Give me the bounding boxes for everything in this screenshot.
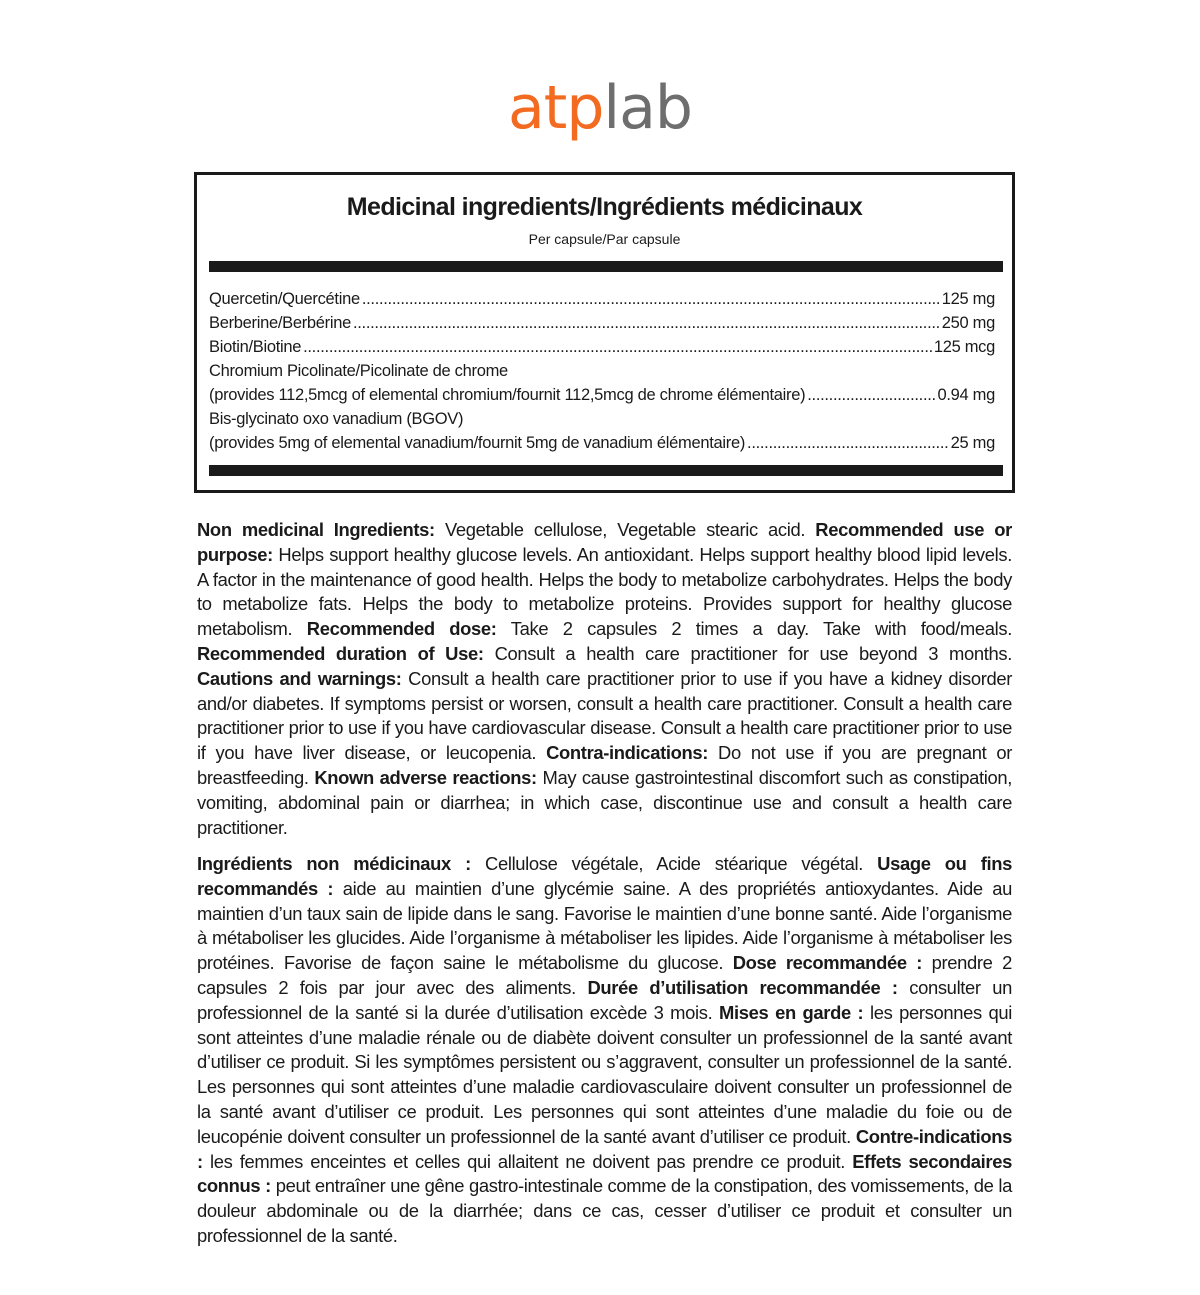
- heading-recommended-use-fr: Usage ou fins recommandés :: [197, 853, 1012, 899]
- french-label-text: [197, 852, 1012, 1249]
- ingredient-amount: 0.94 mg: [937, 386, 995, 404]
- ingredient-name: Quercetin/Quercétine: [209, 290, 360, 308]
- ingredient-name: Bis-glycinato oxo vanadium (BGOV): [209, 410, 464, 428]
- atplab-logo: [0, 68, 1200, 148]
- heading-non-medicinal-fr: Ingrédients non médicinaux :: [197, 853, 471, 874]
- dot-leader: [807, 383, 935, 407]
- logo-lab-text: lab: [603, 73, 692, 143]
- panel-top-rule: [209, 261, 1003, 272]
- dot-leader: [303, 335, 932, 359]
- ingredient-row: [209, 431, 995, 455]
- text-cautions-fr: les personnes qui sont atteintes d’une maladie rénale ou de diabète doivent consulter un professionnel de la santé avant d’utiliser ce produit. Si les symptômes persistent ou s’aggravent, consulter un professionnel de la santé. Les personnes qui sont atteintes d’une maladie cardiovasculaire doivent consulter un professionnel de la santé avant d’utiliser ce produit. Les personnes qui sont atteintes d’une maladie du foie ou de leucopénie doivent consulter un professionnel de la santé avant d’utiliser ce produit.: [197, 1001, 1012, 1147]
- text-duration-fr: consulter un professionnel de la santé si la durée d’utilisation excède 3 mois.: [197, 976, 1013, 1023]
- panel-subtitle: Per capsule/Par capsule: [528, 231, 681, 247]
- heading-adverse-reactions-fr: Effets secondaires connus :: [197, 1150, 1012, 1197]
- ingredient-name: (provides 112,5mcg of elemental chromium/fournit 112,5mcg de chrome élémentaire): [209, 386, 806, 404]
- heading-contra-indications: Contra-indications:: [546, 742, 709, 764]
- dot-leader: [747, 431, 949, 455]
- ingredient-row: [209, 287, 995, 311]
- text-contra-indications-fr: les femmes enceintes et celles qui allaitent ne doivent pas prendre ce produit.: [202, 1150, 853, 1172]
- text-recommended-use: Helps support healthy glucose levels. An antioxidant. Helps support healthy blood lipid levels. A factor in the maintenance of good health. Helps the body to metabolize carbohydrates. Helps the body to metabolize fats. Helps the body to metabolize proteins. Provides support for healthy glucose metabolism.: [197, 543, 1012, 640]
- heading-non-medicinal: Non medicinal Ingredients:: [197, 519, 435, 540]
- text-contra-indications: Do not use if you are pregnant or breastfeeding.: [197, 742, 1012, 788]
- dot-leader: [353, 311, 940, 335]
- logo-atp-text: atp: [508, 73, 604, 143]
- ingredient-row: [209, 311, 995, 335]
- ingredient-name: (provides 5mg of elemental vanadium/fournit 5mg de vanadium élémentaire): [209, 434, 746, 452]
- heading-recommended-use: Recommended use or purpose:: [197, 519, 1012, 565]
- heading-cautions-fr: Mises en garde :: [719, 1001, 864, 1023]
- text-recommended-dose-fr: prendre 2 capsules 2 fois par jour avec des aliments.: [197, 952, 1012, 998]
- ingredient-name: Chromium Picolinate/Picolinate de chrome: [209, 362, 508, 380]
- ingredient-amount: 125 mg: [941, 290, 995, 308]
- text-cautions: Consult a health care practitioner prior to use if you have a kidney disorder and/or diabetes. If symptoms persist or worsen, consult a health care practitioner. Consult a health care practitioner prior to use if you have cardiovascular disease. Consult a health care practitioner prior to use if you have liver disease, or leucopenia.: [197, 667, 1012, 764]
- heading-contra-indications-fr: Contre-indications :: [197, 1125, 1012, 1172]
- ingredient-amount: 25 mg: [950, 434, 995, 452]
- ingredient-name: Berberine/Berbérine: [209, 314, 351, 332]
- english-label-text: [197, 518, 1012, 840]
- text-non-medicinal: Vegetable cellulose, Vegetable stearic acid.: [434, 519, 816, 540]
- ingredient-amount: 125 mcg: [933, 338, 995, 356]
- ingredient-row: [209, 359, 995, 383]
- ingredient-name: Biotin/Biotine: [209, 338, 302, 356]
- text-duration: Consult a health care practitioner for use beyond 3 months.: [483, 642, 1012, 664]
- heading-duration: Recommended duration of Use:: [197, 642, 484, 664]
- text-non-medicinal-fr: Cellulose végétale, Acide stéarique végétal.: [470, 853, 878, 874]
- heading-adverse-reactions: Known adverse reactions:: [314, 766, 537, 788]
- ingredient-amount: 250 mg: [941, 314, 995, 332]
- heading-recommended-dose: Recommended dose:: [306, 618, 497, 640]
- text-adverse-reactions-fr: peut entraîner une gêne gastro-intestinale comme de la constipation, des vomissements, de la douleur abdominale ou de la diarrhée; dans ce cas, cesser d’utiliser ce produit et consulter un professionnel de la santé.: [197, 1175, 1012, 1246]
- text-recommended-use-fr: aide au maintien d’une glycémie saine. A des propriétés antioxydantes. Aide au maintien d’un taux sain de lipide dans le sang. Favorise le maintien d’une bonne santé. Aide l’organisme à métaboliser les glucides. Aide l’organisme à métaboliser les lipides. Aide l’organisme à métaboliser les protéines. Favorise de façon saine le métabolisme du glucose.: [197, 877, 1012, 974]
- panel-title: Medicinal ingredients/Ingrédients médicinaux: [346, 193, 863, 221]
- medicinal-ingredients-panel: [194, 172, 1015, 493]
- ingredient-row: [209, 383, 995, 407]
- panel-bottom-rule: [209, 465, 1003, 476]
- heading-duration-fr: Durée d’utilisation recommandée :: [587, 976, 898, 998]
- dot-leader: [362, 287, 940, 311]
- heading-cautions: Cautions and warnings:: [197, 667, 402, 689]
- ingredient-row: [209, 407, 995, 431]
- ingredient-list: [209, 287, 995, 455]
- text-adverse-reactions: May cause gastrointestinal discomfort such as constipation, vomiting, abdominal pain or diarrhea; in which case, discontinue use and consult a health care practitioner.: [197, 766, 1012, 838]
- heading-recommended-dose-fr: Dose recommandée :: [732, 952, 923, 974]
- text-recommended-dose: Take 2 capsules 2 times a day. Take with food/meals.: [496, 618, 1013, 640]
- ingredient-row: [209, 335, 995, 359]
